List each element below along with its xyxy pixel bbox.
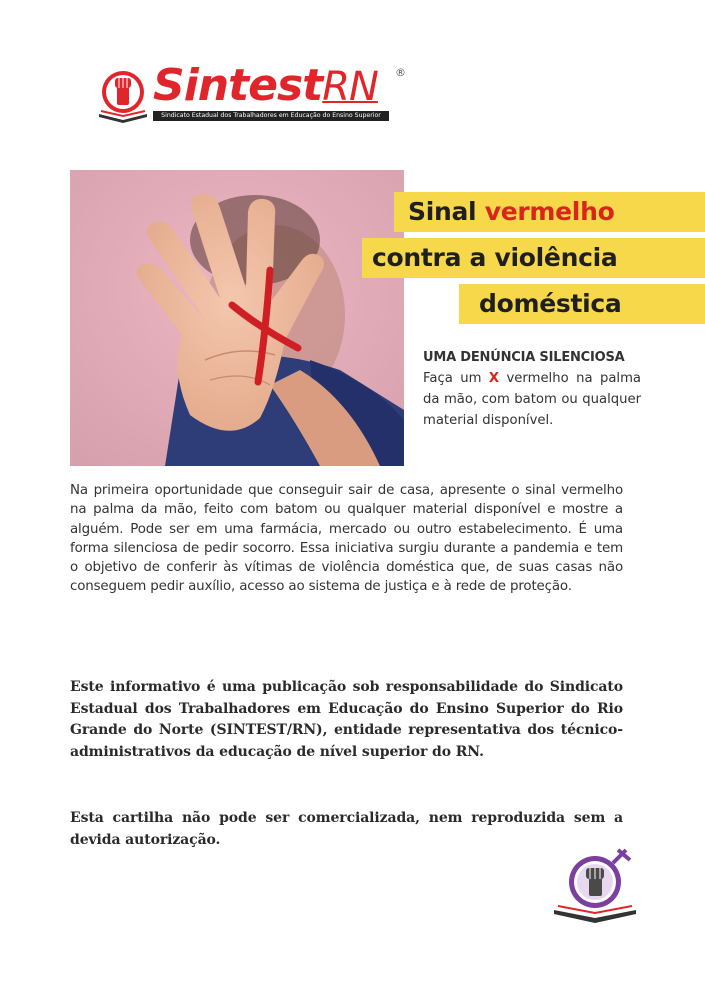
note-heading: UMA DENÚNCIA SILENCIOSA	[423, 350, 625, 365]
red-x-hand-photo	[70, 170, 404, 466]
title-vermelho: vermelho	[484, 197, 615, 226]
title-line-1-bar	[394, 192, 705, 232]
copyright-notice: Esta cartilha não pode ser comercializada, nem reproduzida sem a devida autorização.	[70, 810, 623, 848]
note-body-end: vermelho na palma da mão, com batom ou qualquer material disponível.	[423, 371, 642, 428]
note-body	[423, 368, 641, 431]
logo-tagline: Sindicato Estadual dos Trabalhadores em Educação do Ensino Superior	[153, 111, 389, 121]
note-red-x: X	[488, 371, 500, 386]
title-line-2-bar	[362, 238, 705, 278]
logo-brand-text: Sintest	[153, 60, 323, 111]
title-line-2: contra a violência	[372, 243, 618, 272]
raised-fist-emblem-icon	[93, 64, 153, 124]
title-line-3-bar	[459, 284, 705, 324]
title-sinal: Sinal	[408, 197, 485, 226]
publication-info: Este informativo é uma publicação sob responsabilidade do Sindicato Estadual dos Trabalhadores em Educação do Ensino Superior do Rio Grande do Norte (SINTEST/RN), entidade representativa dos técnico-administrativos da educação de nível superior do RN.	[70, 679, 623, 760]
title-line-1	[408, 192, 614, 232]
note-body-start: Faça um	[423, 371, 489, 386]
title-line-3: doméstica	[479, 289, 622, 318]
sintest-logo	[93, 60, 413, 130]
logo-wordmark	[153, 60, 378, 113]
logo-brand-suffix: RN	[322, 64, 378, 110]
registered-mark: ®	[395, 66, 406, 79]
female-symbol-fist-icon	[550, 846, 640, 926]
silent-report-note	[423, 350, 641, 431]
main-paragraph: Na primeira oportunidade que conseguir sair de casa, apresente o sinal vermelho na palma da mão, feito com batom ou qualquer material disponível e mostre a alguém. Pode ser em uma farmácia, mercado ou outro estabelecimento. É uma forma silenciosa de pedir socorro. Essa iniciativa surgiu durante a pandemia e tem o objetivo de conferir às vítimas de violência doméstica que, de suas casas não conseguem pedir auxílio, acesso ao sistema de justiça e à rede de proteção.	[70, 483, 623, 595]
